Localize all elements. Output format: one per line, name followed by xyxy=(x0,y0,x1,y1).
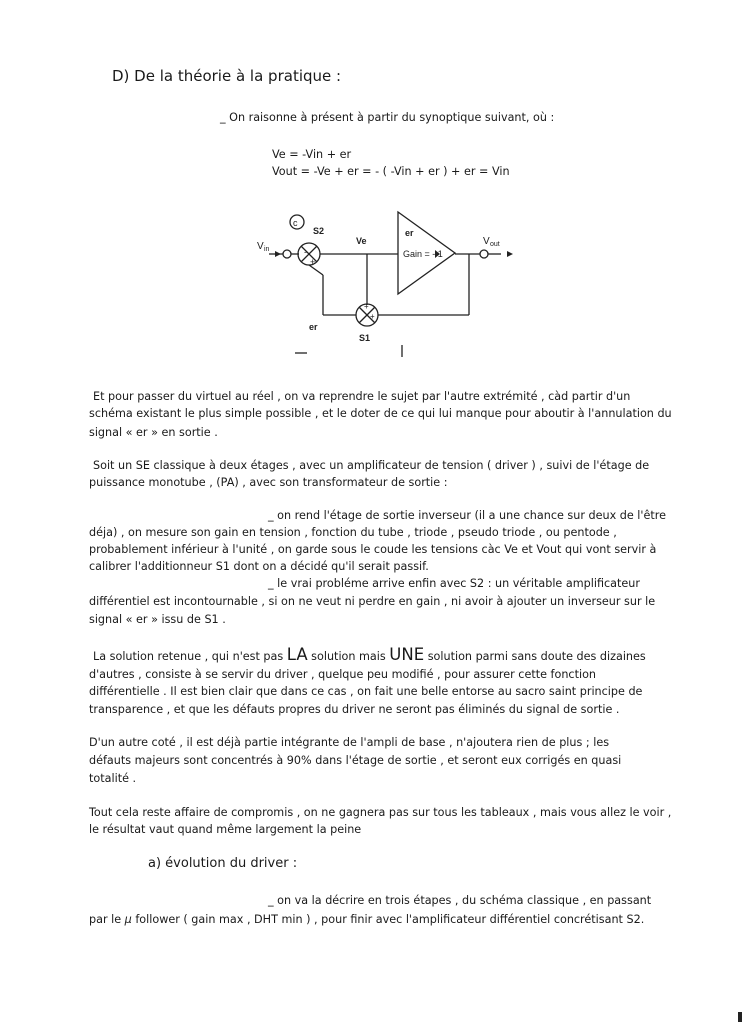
p6-line1: Tout cela reste affaire de compromis , on ne gagnera pas sur tous les tableaux , mais vous allez le voir , xyxy=(89,806,672,819)
label-er-bottom: er xyxy=(309,322,318,332)
intro-line: _ On raisonne à présent à partir du synoptique suivant, où : xyxy=(220,111,555,124)
label-ve: Ve xyxy=(356,236,367,246)
p3-line3: probablement inférieur à l'unité , on garde sous le coude les tensions càc Ve et Vout qui vont servir à xyxy=(89,543,657,556)
p1-line3: signal « er » en sortie . xyxy=(89,426,218,439)
mu-symbol: μ xyxy=(124,913,132,926)
p3-line6: différentiel est incontournable , si on ne veut ni perdre en gain , ni avoir à ajouter un inverseur sur le xyxy=(89,595,656,608)
p7-text-b: follower ( gain max , DHT min ) , pour finir avec l'amplificateur différentiel concrétisant S2. xyxy=(131,913,645,926)
p5-line3: totalité . xyxy=(89,772,137,785)
label-s1: S1 xyxy=(359,333,371,343)
p7-line1: _ on va la décrire en trois étapes , du schéma classique , en passant xyxy=(268,894,652,907)
equation-ve: Ve = -Vin + er xyxy=(272,148,352,161)
label-s2: S2 xyxy=(313,226,325,236)
p2-line1: Soit un SE classique à deux étages , avec un amplificateur de tension ( driver ) , suivi de l'étage de xyxy=(93,459,650,472)
p1-line1: Et pour passer du virtuel au réel , on va reprendre le sujet par l'autre extrémité , càd partir d'un xyxy=(93,390,631,403)
p4-text-c: solution parmi sans doute des dizaines xyxy=(424,650,646,663)
subsection-a: a) évolution du driver : xyxy=(148,856,298,871)
label-vin: V xyxy=(257,241,264,252)
p4-line1 xyxy=(93,646,646,666)
p2-line2: puissance monotube , (PA) , avec son transformateur de sortie : xyxy=(89,476,448,489)
p3-line2: déja) , on mesure son gain en tension , fonction du tube , triode , pseudo triode , ou pentode , xyxy=(89,526,617,539)
label-gain: Gain = - 1 xyxy=(403,249,443,259)
p3-line4: calibrer l'additionneur S1 dont on a décidé qu'il serait passif. xyxy=(89,560,429,573)
emphasis-la: LA xyxy=(286,645,308,664)
equation-vout: Vout = -Ve + er = - ( -Vin + er ) + er = Vin xyxy=(272,165,510,178)
p4-line2: d'autres , consiste à se servir du driver , quelque peu modifié , pour assurer cette fonction xyxy=(89,668,597,681)
p6-line2: le résultat vaut quand même largement la peine xyxy=(89,823,362,836)
label-vout: V xyxy=(483,236,490,247)
p5-line1: D'un autre coté , il est déjà partie intégrante de l'ampli de base , n'ajoutera rien de plus ; les xyxy=(89,736,610,749)
p4-line3: différentielle . Il est bien clair que dans ce cas , on fait une belle entorse au sacro saint principe de xyxy=(89,685,643,698)
scan-edge-mark xyxy=(738,1012,742,1022)
s1-plus-top: + xyxy=(364,302,369,311)
p3-line1: _ on rend l'étage de sortie inverseur (il a une chance sur deux de l'être xyxy=(268,509,666,522)
emphasis-une: UNE xyxy=(389,645,425,664)
p5-line2: défauts majeurs sont concentrés à 90% dans l'étage de sortie , et seront eux corrigés en quasi xyxy=(89,754,622,767)
p4-line4: transparence , et que les défauts propres du driver ne seront pas éliminés du signal de sortie . xyxy=(89,703,620,716)
label-er-amp: er xyxy=(405,228,414,238)
label-vout-sub: out xyxy=(490,241,500,248)
p3-line7: signal « er » issu de S1 . xyxy=(89,613,226,626)
p3-line5: _ le vrai probléme arrive enfin avec S2 : un véritable amplificateur xyxy=(268,577,640,590)
p1-line2: schéma existant le plus simple possible , et le doter de ce qui lui manque pour aboutir à l'annulation du xyxy=(89,407,672,420)
p7-text-a: par le xyxy=(89,913,125,926)
s2-minus: - xyxy=(304,247,307,257)
label-c: c xyxy=(293,218,298,228)
synoptic-diagram xyxy=(255,205,515,360)
s2-plus: + xyxy=(310,257,316,267)
section-heading: D) De la théorie à la pratique : xyxy=(112,67,342,85)
p7-line2 xyxy=(89,911,644,929)
label-vin-sub: in xyxy=(264,246,270,253)
p4-text-a: La solution retenue , qui n'est pas xyxy=(93,650,287,663)
s1-plus-right: + xyxy=(370,312,375,321)
p4-text-b: solution mais xyxy=(307,650,390,663)
